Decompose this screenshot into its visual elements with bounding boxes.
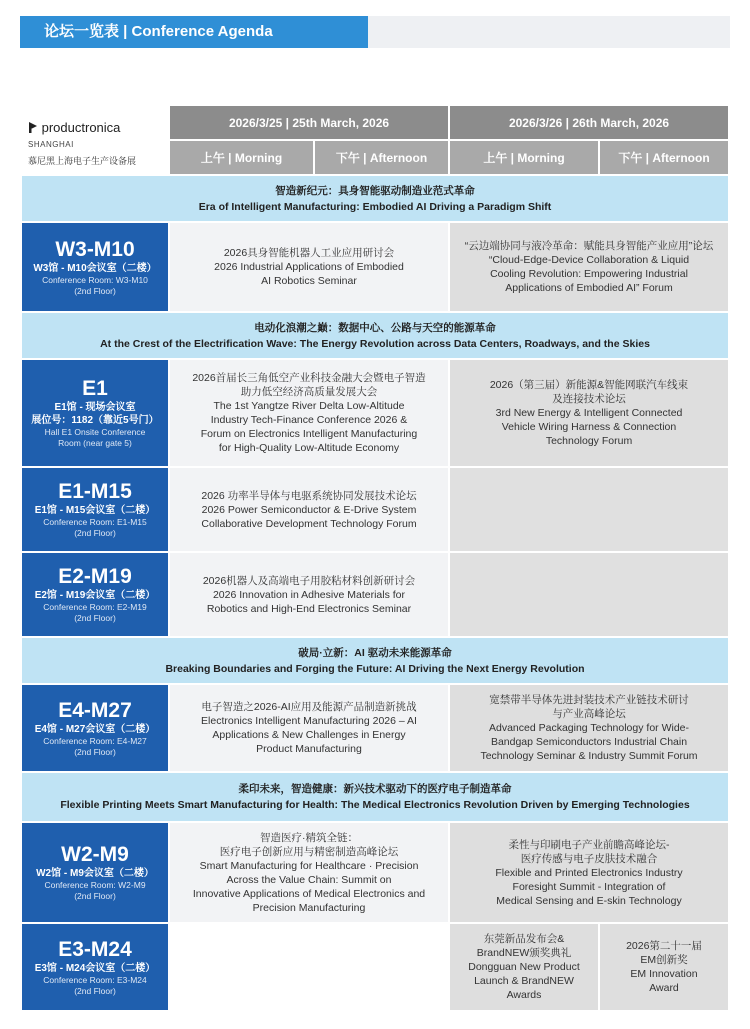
session-e1-day2: 2026（第三届）新能源&智能网联汽车线束 及连接技术论坛 3rd New Energy & Intelligent Connected Vehicle Wiring Harness & Connection Technology Forum: [450, 360, 728, 466]
session-w3-day2: “云边端协同与液冷革命：赋能具身智能产业应用”论坛 “Cloud-Edge-Device Collaboration & Liquid Cooling Revolution: Empowering Industrial Applications of Embodied AI” Forum: [450, 223, 728, 311]
theme-en: Era of Intelligent Manufacturing: Embodied AI Driving a Paradigm Shift: [198, 200, 552, 213]
empty-cell: [450, 468, 728, 551]
theme-cn: 智造新纪元：具身智能驱动制造业范式革命: [275, 184, 475, 197]
logo-region: SHANGHAI: [28, 140, 74, 149]
session-w3-day1: 2026具身智能机器人工业应用研讨会 2026 Industrial Applications of Embodied AI Robotics Seminar: [170, 223, 448, 311]
theme-banner: 电动化浪潮之巅：数据中心、公路与天空的能源革命 At the Crest of the Electrification Wave: The Energy Revolution across Data Centers, Roadways, and the Skies: [22, 313, 728, 358]
slot-day1-morning: 上午 | Morning: [170, 141, 313, 174]
room-label: E3-M24 E3馆 - M24会议室（二楼） Conference Room: E3-M24 (2nd Floor): [22, 924, 168, 1010]
date-header-day2: 2026/3/26 | 26th March, 2026: [450, 106, 728, 139]
page-title: 论坛一览表 | Conference Agenda: [20, 16, 368, 48]
room-label: W2-M9 W2馆 - M9会议室（二楼） Conference Room: W2-M9 (2nd Floor): [22, 823, 168, 922]
session-e3-day2-morning: 东莞新品发布会& BrandNEW颁奖典礼 Dongguan New Product Launch & BrandNEW Awards: [450, 924, 598, 1010]
empty-cell: [450, 553, 728, 636]
room-label: E1-M15 E1馆 - M15会议室（二楼） Conference Room: E1-M15 (2nd Floor): [22, 468, 168, 551]
logo-brand: productronica: [41, 120, 121, 135]
session-e4-day2: 宽禁带半导体先进封装技术产业链技术研讨 与产业高峰论坛 Advanced Packaging Technology for Wide- Bandgap Semiconductors Industrial Chain Technology Seminar & Industry Summit Forum: [450, 685, 728, 771]
empty-cell: [170, 924, 448, 1010]
slot-day1-afternoon: 下午 | Afternoon: [315, 141, 448, 174]
session-w2-day1: 智造医疗·精筑全链： 医疗电子创新应用与精密制造高峰论坛 Smart Manufacturing for Healthcare · Precision Across the Value Chain: Summit on Innovative Applications of Medical Electronics and Precision Manufacturing: [170, 823, 448, 922]
room-label: W3-M10 W3馆 - M10会议室（二楼） Conference Room: W3-M10 (2nd Floor): [22, 223, 168, 311]
session-e2m19-day1: 2026机器人及高端电子用胶粘材料创新研讨会 2026 Innovation in Adhesive Materials for Robotics and High-End Electronics Seminar: [170, 553, 448, 636]
session-e3-day2-afternoon: 2026第二十一届 EM创新奖 EM Innovation Award: [600, 924, 728, 1010]
date-header-day1: 2026/3/25 | 25th March, 2026: [170, 106, 448, 139]
logo-cn: 慕尼黑上海电子生产设备展: [28, 156, 137, 166]
session-e1m15-day1: 2026 功率半导体与电驱系统协同发展技术论坛 2026 Power Semiconductor & E-Drive System Collaborative Development Technology Forum: [170, 468, 448, 551]
room-label: E1 E1馆 - 现场会议室 展位号：1182（靠近5号门） Hall E1 Onsite Conference Room (near gate 5): [22, 360, 168, 466]
slot-day2-morning: 上午 | Morning: [450, 141, 598, 174]
room-label: E2-M19 E2馆 - M19会议室（二楼） Conference Room: E2-M19 (2nd Floor): [22, 553, 168, 636]
room-label: E4-M27 E4馆 - M27会议室（二楼） Conference Room: E4-M27 (2nd Floor): [22, 685, 168, 771]
theme-banner: 破局·立新：AI 驱动未来能源革命 Breaking Boundaries and Forging the Future: AI Driving the Next Energy Revolution: [22, 638, 728, 683]
session-w2-day2: 柔性与印刷电子产业前瞻高峰论坛- 医疗传感与电子皮肤技术融合 Flexible and Printed Electronics Industry Foresight Summit - Integration of Medical Sensing and E-skin Technology: [450, 823, 728, 922]
session-e4-day1: 电子智造之2026-AI应用及能源产品制造新挑战 Electronics Intelligent Manufacturing 2026 – AI Applications & New Challenges in Energy Product Manufacturing: [170, 685, 448, 771]
theme-banner: [22, 176, 728, 221]
logo-cell: [22, 106, 168, 174]
slot-day2-afternoon: 下午 | Afternoon: [600, 141, 728, 174]
productronica-logo-icon: [28, 122, 38, 133]
theme-banner: 柔印未来，智造健康：新兴技术驱动下的医疗电子制造革命 Flexible Printing Meets Smart Manufacturing for Health: The Medical Electronics Revolution Driven by Emerging Technologies: [22, 773, 728, 821]
session-e1-day1: 2026首届长三角低空产业科技金融大会暨电子智造 助力低空经济高质量发展大会 The 1st Yangtze River Delta Low-Altitude Industry Tech-Finance Conference 2026 & Forum on Electronics Intelligent Manufacturing for High-Quality Low-Altitude Economy: [170, 360, 448, 466]
